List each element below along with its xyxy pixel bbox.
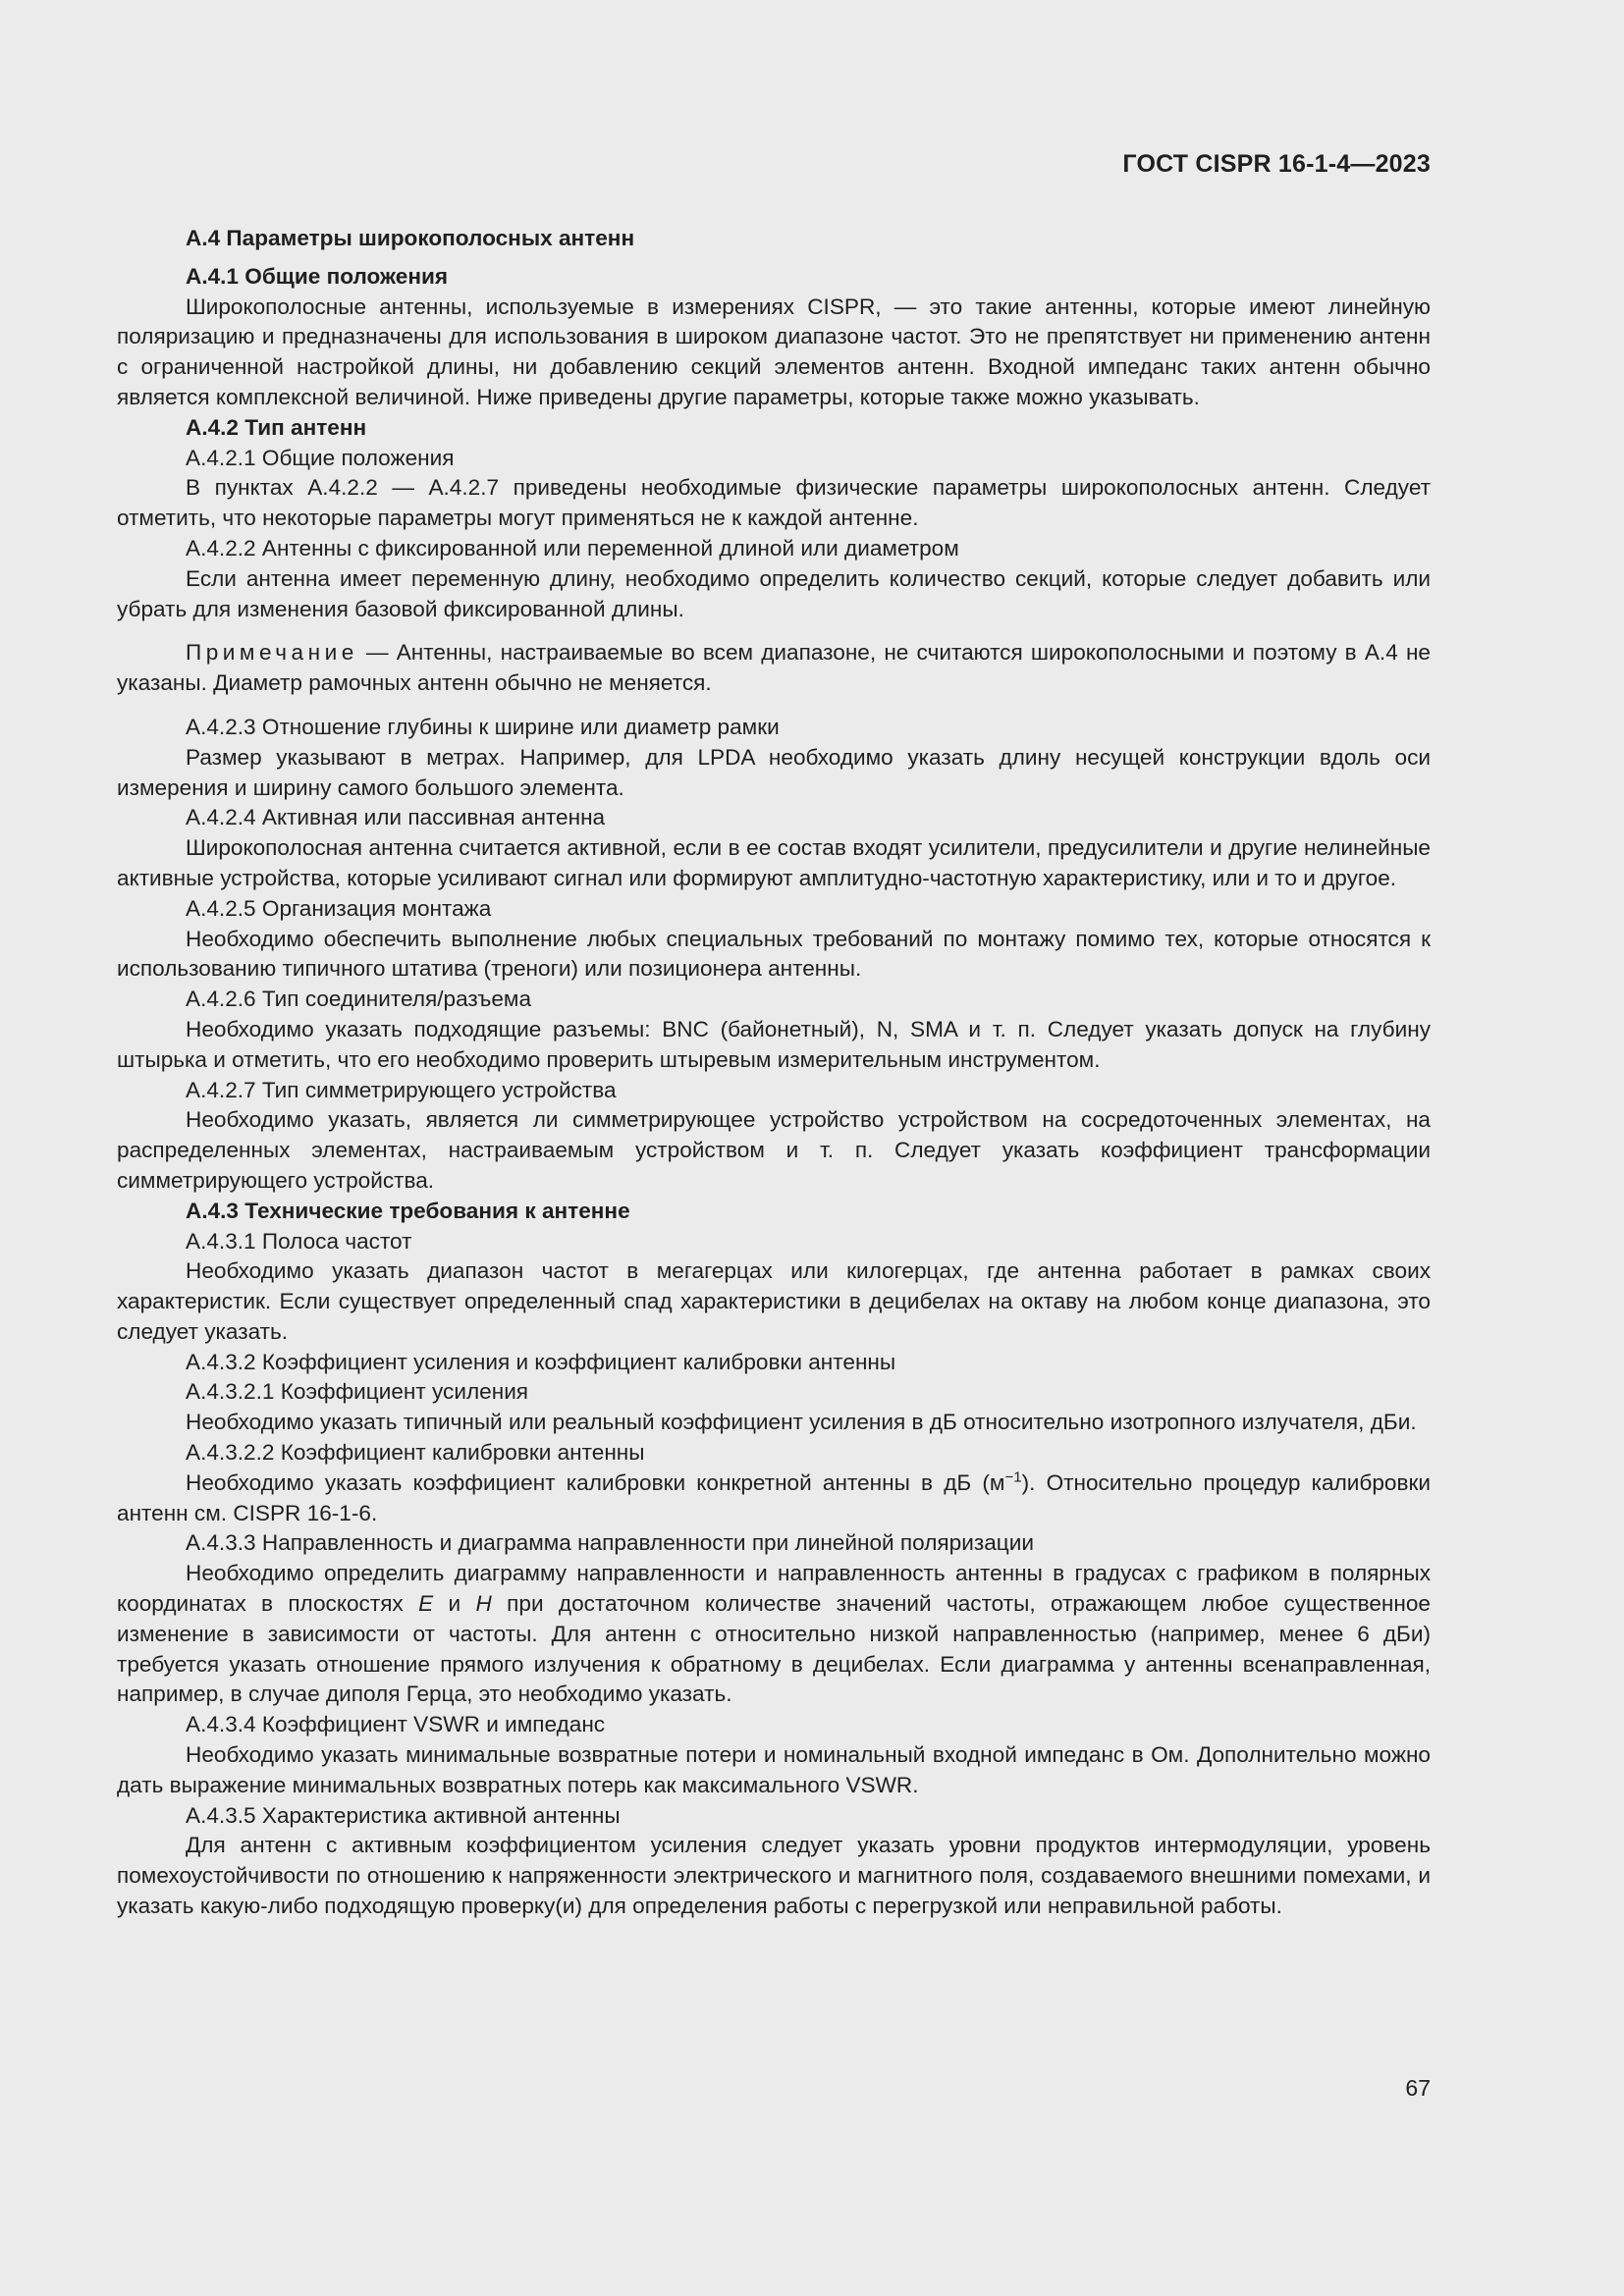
a4322-text-part1: Необходимо указать коэффициент калибровки конкретной антенны в дБ (м	[186, 1469, 1005, 1495]
document-header: ГОСТ CISPR 16-1-4—2023	[1122, 150, 1431, 178]
section-a422-text: Если антенна имеет переменную длину, необходимо определить количество секций, которые следует добавить или убрать для изменения базовой фиксированной длины.	[117, 565, 1431, 621]
section-a4322-title: А.4.3.2.2 Коэффициент калибровки антенны	[186, 1440, 645, 1466]
section-a421-text: В пунктах А.4.2.2 — А.4.2.7 приведены необходимые физические параметры широкополосных антенн. Следует отметить, что некоторые параметры могут применяться не к каждой антенне.	[117, 475, 1431, 531]
a4322-superscript: −1	[1004, 1468, 1022, 1486]
a4322-text-part2: ). Относительно процедур калибровки антенн см. CISPR 16-1-6.	[117, 1469, 1431, 1525]
section-a434-title: А.4.3.4 Коэффициент VSWR и импеданс	[186, 1712, 606, 1737]
section-a41-title: А.4.1 Общие положения	[186, 263, 449, 289]
page-number: 67	[1405, 2075, 1431, 2101]
section-a434-text: Необходимо указать минимальные возвратные потери и номинальный входной импеданс в Ом. Дополнительно можно дать выражение минимальных возвратных потерь как максимального VSWR.	[117, 1742, 1431, 1797]
note-paragraph	[117, 638, 1431, 699]
section-a425-text: Необходимо обеспечить выполнение любых специальных требований по монтажу помимо тех, которые относятся к использованию типичного штатива (треноги) или позиционера антенны.	[117, 926, 1431, 982]
section-a41-text: Широкополосные антенны, используемые в измерениях CISPR, — это такие антенны, которые имеют линейную поляризацию и предназначены для использования в широком диапазоне частот. Это не препятствует ни применению антенн с ограниченной настройкой длины, ни добавлению секций элементов антенн. Входной импеданс таких антенн обычно является комплексной величиной. Ниже приведены другие параметры, которые также можно указывать.	[117, 294, 1431, 409]
section-a427-text: Необходимо указать, является ли симметрирующее устройство устройством на сосредоточенных элементах, на распределенных элементах, настраиваемым устройством и т. п. Следует указать коэффициент трансформации симметрирующего устройства.	[117, 1107, 1431, 1193]
section-a435-text: Для антенн с активным коэффициентом усиления следует указать уровни продуктов интермодуляции, уровень помехоустойчивости по отношению к напряженности электрического и магнитного поля, создаваемого внешними помехами, и указать какую-либо подходящую проверку(и) для определения работы с перегрузкой или неправильной работы.	[117, 1833, 1431, 1919]
a433-text-part2: при достаточном количестве значений частоты, отражающем любое существенное изменение в зависимости от частоты. Для антенн с относительно низкой направленностью (например, менее 6 дБи) требуется указать отношение прямого излучения к обратному в децибелах. Если диаграмма у антенны всенаправленная, например, в случае диполя Герца, это необходимо указать.	[117, 1591, 1431, 1707]
section-a423-title: А.4.2.3 Отношение глубины к ширине или диаметр рамки	[186, 714, 780, 739]
note-text: — Антенны, настраиваемые во всем диапазоне, не считаются широкополосными и поэтому в А.4 не указаны. Диаметр рамочных антенн обычно не меняется.	[117, 640, 1431, 696]
a433-plane-h: H	[475, 1591, 492, 1617]
section-a426-text: Необходимо указать подходящие разъемы: BNC (байонетный), N, SMA и т. п. Следует указать допуск на глубину штырька и отметить, что его необходимо проверить штыревым измерительным инструментом.	[117, 1016, 1431, 1072]
section-a427-title: А.4.2.7 Тип симметрирующего устройства	[186, 1077, 617, 1102]
section-a423-text: Размер указывают в метрах. Например, для LPDA необходимо указать длину несущей конструкции вдоль оси измерения и ширину самого большого элемента.	[117, 744, 1431, 800]
section-a433-title: А.4.3.3 Направленность и диаграмма направленности при линейной поляризации	[186, 1530, 1034, 1556]
section-a421-title: А.4.2.1 Общие положения	[186, 445, 455, 470]
document-body	[117, 224, 1431, 1922]
section-a426-title: А.4.2.6 Тип соединителя/разъема	[186, 987, 532, 1012]
section-a4321-text: Необходимо указать типичный или реальный коэффициент усиления в дБ относительно изотропного излучателя, дБи.	[186, 1410, 1417, 1435]
section-a435-title: А.4.3.5 Характеристика активной антенны	[186, 1802, 621, 1828]
section-a424-text: Широкополосная антенна считается активной, если в ее состав входят усилители, предусилители и другие нелинейные активные устройства, которые усиливают сигнал или формируют амплитудно-частотную характеристику, или и то и другое.	[117, 835, 1431, 890]
a433-plane-e: E	[418, 1591, 434, 1617]
section-a431-title: А.4.3.1 Полоса частот	[186, 1228, 412, 1254]
section-a424-title: А.4.2.4 Активная или пассивная антенна	[186, 805, 606, 830]
section-a431-text: Необходимо указать диапазон частот в мегагерцах или килогерцах, где антенна работает в рамках своих характеристик. Если существует определенный спад характеристики в децибелах на октаву на любом конце диапазона, это следует указать.	[117, 1258, 1431, 1344]
section-a4321-title: А.4.3.2.1 Коэффициент усиления	[186, 1379, 529, 1405]
section-a425-title: А.4.2.5 Организация монтажа	[186, 895, 492, 921]
section-a42-title: А.4.2 Тип антенн	[186, 414, 367, 440]
section-a43-title: А.4.3 Технические требования к антенне	[186, 1198, 630, 1223]
a433-text-part1: Необходимо определить диаграмму направленности и направленность антенны в градусах с графиком в полярных координатах в плоскостях	[117, 1561, 1431, 1617]
section-a433-text	[117, 1559, 1431, 1710]
section-a4-title: А.4 Параметры широкополосных антенн	[186, 226, 635, 250]
section-a422-title: А.4.2.2 Антенны с фиксированной или переменной длиной или диаметром	[186, 535, 959, 561]
section-a4322-text	[117, 1468, 1431, 1529]
a433-conjunction: и	[433, 1591, 476, 1617]
section-a432-title: А.4.3.2 Коэффициент усиления и коэффициент калибровки антенны	[186, 1349, 896, 1374]
note-label: Примечание	[186, 640, 358, 666]
